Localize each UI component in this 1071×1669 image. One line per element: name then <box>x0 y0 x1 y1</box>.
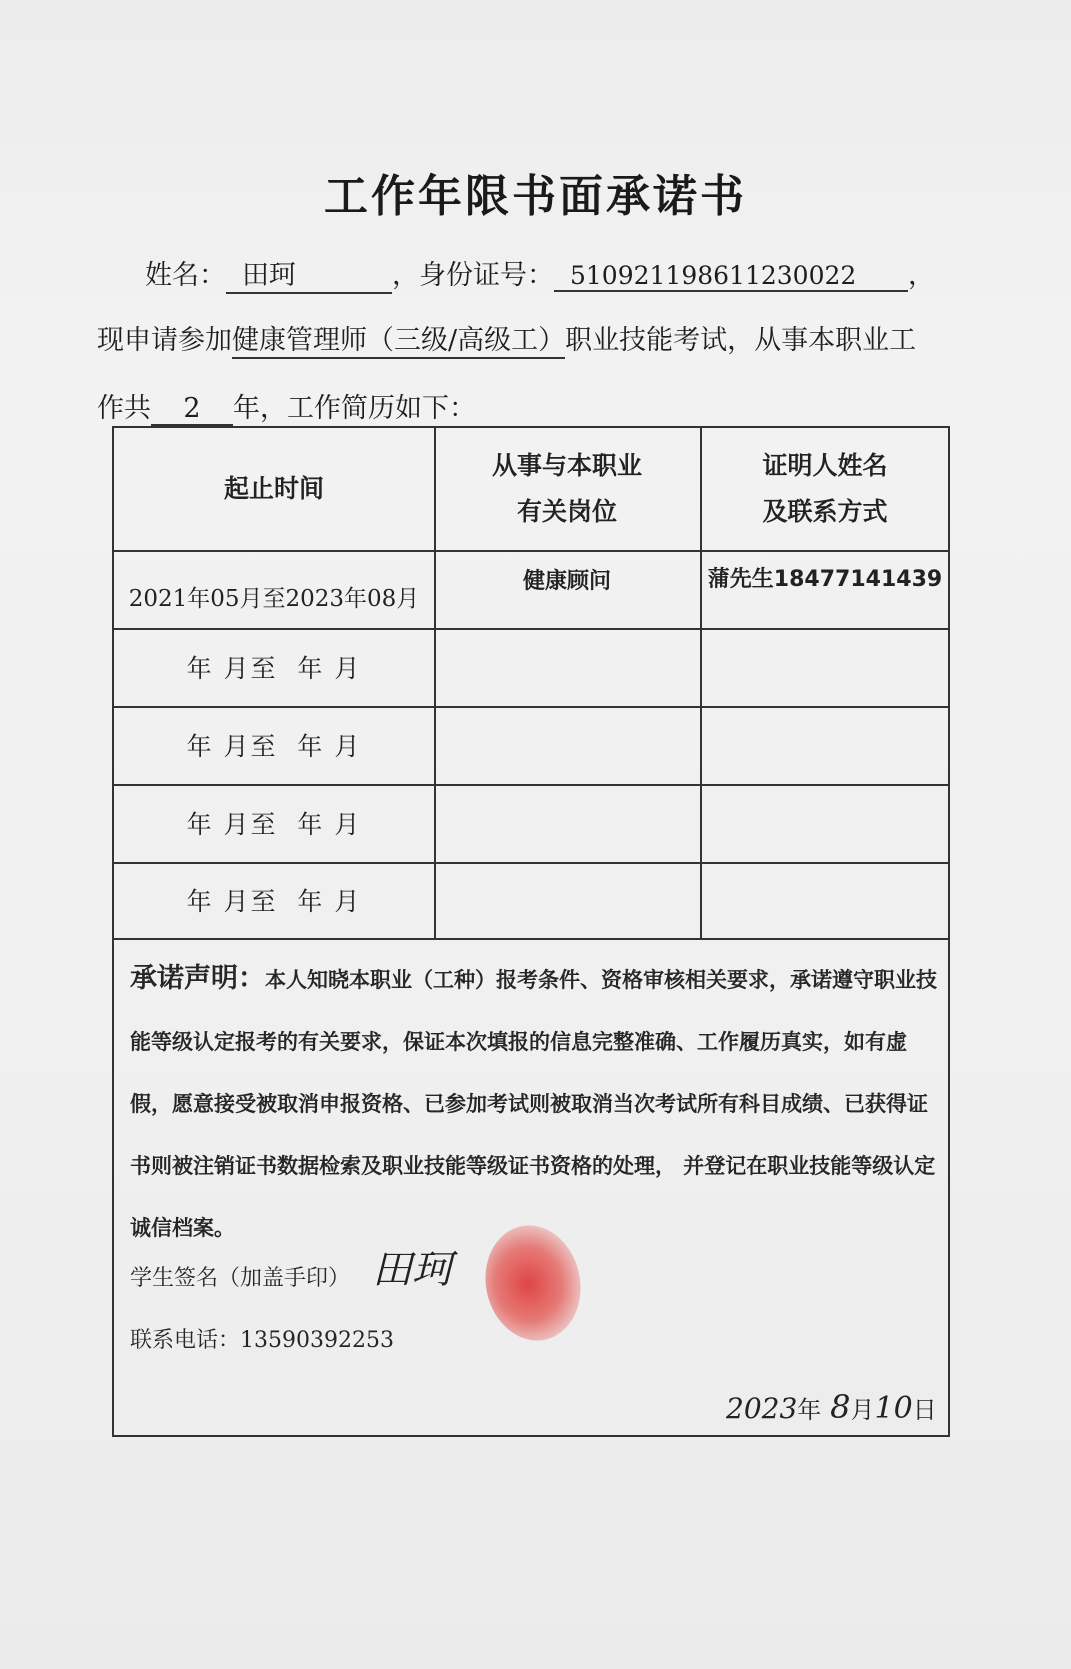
document-title: 工作年限书面承诺书 <box>324 171 747 222</box>
contact-row <box>130 1323 394 1354</box>
contact-phone: 13590392253 <box>240 1328 394 1353</box>
apply-suffix: 职业技能考试，从事本职业工 <box>565 325 917 356</box>
years-value: 2 <box>151 393 233 426</box>
statement-body: 本人知晓本职业（工种）报考条件、资格审核相关要求，承诺遵守职业技能等级认定报考的有关要求，保证本次填报的信息完整准确、工作履历真实，如有虚假，愿意接受被取消申报资格、已参加考试则被取消当次考试所有科目成绩、已获得证书则被注销证书数据检索及职业技能等级证书资格的处理， 并登记在职业技能等级认定诚信档案。 <box>130 968 937 1240</box>
name-label: 姓名： <box>145 260 226 291</box>
table-row-position <box>434 784 700 862</box>
table-row-position <box>434 862 700 938</box>
table-row-witness: 蒲先生18477141439 <box>707 566 943 592</box>
years-line <box>97 386 476 426</box>
date-year-unit: 年 <box>797 1396 822 1424</box>
work-history-table <box>112 426 950 1437</box>
id-number-value: 510921198611230022 <box>554 261 908 292</box>
table-row-period: 年 月至 年 月 <box>186 654 362 683</box>
table-row-witness <box>700 628 950 706</box>
handwritten-signature: 田珂 <box>372 1247 452 1293</box>
table-row-witness <box>700 784 950 862</box>
years-prefix: 作共 <box>97 393 151 424</box>
table-row-period: 年 月至 年 月 <box>186 887 362 916</box>
table-row-period: 2021年05月至2023年08月 <box>128 585 420 612</box>
header-position-line1: 从事与本职业 <box>491 451 642 480</box>
statement-heading: 承诺声明： <box>130 963 265 994</box>
table-divider <box>114 938 948 940</box>
name-value: 田珂 <box>226 253 392 294</box>
exam-name-value: 健康管理师（三级/高级工） <box>232 318 565 359</box>
header-position <box>434 428 700 550</box>
header-position-line2: 有关岗位 <box>516 497 617 526</box>
id-suffix: ， <box>908 260 935 291</box>
table-row-period: 年 月至 年 月 <box>186 810 362 839</box>
signature-label: 学生签名（加盖手印） <box>130 1266 351 1291</box>
name-id-line <box>145 253 935 294</box>
header-period <box>114 428 434 550</box>
table-row-witness <box>700 862 950 938</box>
date-month-unit: 月 <box>850 1396 875 1424</box>
header-witness <box>700 428 950 550</box>
commitment-statement <box>130 948 940 1259</box>
table-row-position <box>434 628 700 706</box>
table-row-position <box>434 706 700 784</box>
years-suffix: 年，工作简历如下： <box>233 393 476 424</box>
id-label: ，身份证号： <box>392 260 554 291</box>
signing-date <box>726 1388 937 1426</box>
date-day-unit: 日 <box>912 1396 937 1424</box>
header-witness-line1: 证明人姓名 <box>762 451 888 480</box>
contact-label: 联系电话： <box>130 1328 241 1353</box>
apply-prefix: 现申请参加 <box>97 325 232 356</box>
table-row-position: 健康顾问 <box>522 568 611 594</box>
header-witness-line2: 及联系方式 <box>762 497 888 526</box>
table-row-period: 年 月至 年 月 <box>186 732 362 761</box>
date-month: 8 <box>830 1388 851 1426</box>
date-year: 2023 <box>726 1392 798 1425</box>
date-day: 10 <box>874 1391 913 1426</box>
header-period-label: 起止时间 <box>223 474 324 503</box>
table-row-witness <box>700 706 950 784</box>
exam-line <box>97 318 916 359</box>
